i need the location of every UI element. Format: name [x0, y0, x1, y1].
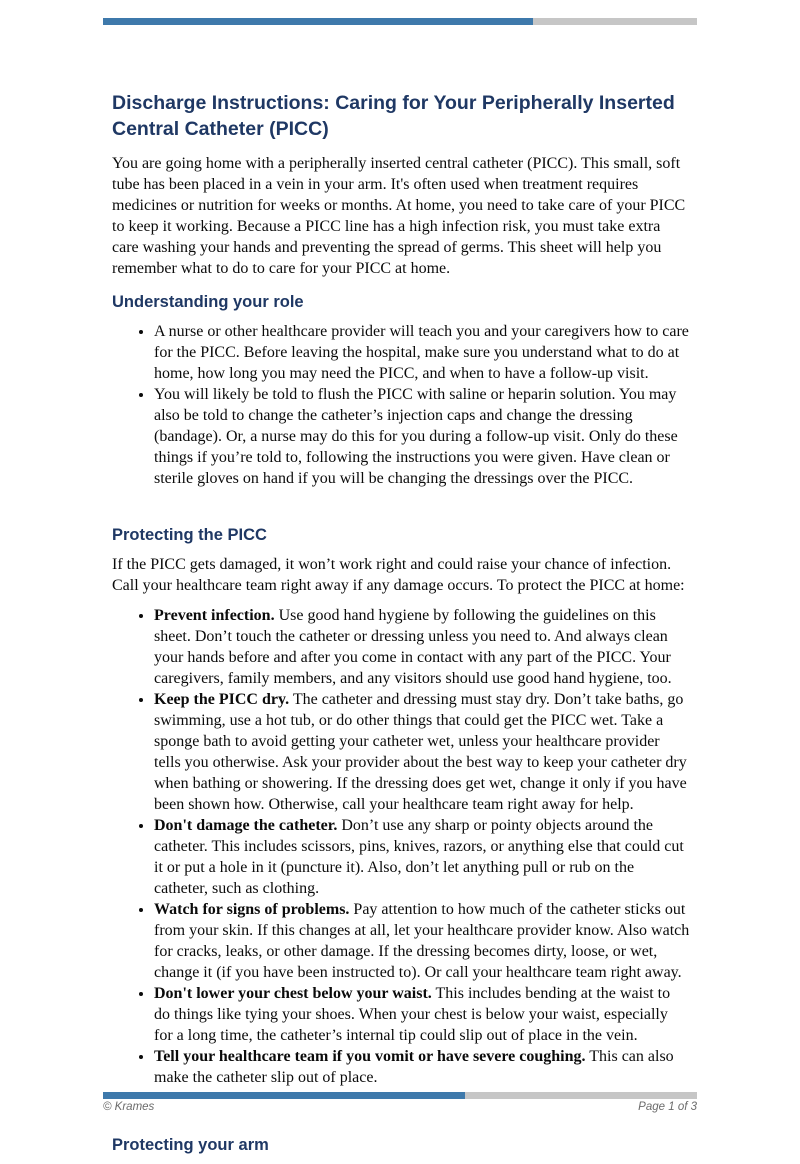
- page-title: Discharge Instructions: Caring for Your Peripherally Inserted Central Catheter (PICC): [112, 92, 675, 140]
- section-heading-understanding-your-role: Understanding your role: [112, 293, 304, 311]
- bullet-text: Pay attention to how much of the catheter sticks out from your skin. If this changes at all, let your healthcare provider know. Also watch for cracks, leaks, or other damage. If the dressing becomes dirty, loose, or wet, change it (if you have been instructed to). Or call your healthcare team right away.: [154, 901, 690, 981]
- footer-rule: [103, 1092, 697, 1099]
- bullet-lead-bold: Don't damage the catheter.: [154, 817, 338, 834]
- section-heading-protecting-your-arm: Protecting your arm: [112, 1136, 269, 1154]
- bullet-text: The catheter and dressing must stay dry. Don’t take baths, go swimming, use a hot tub, or do other things that could get the PICC wet. Take a sponge bath to avoid getting your catheter wet, unless your healthcare provider tells you otherwise. Ask your provider about the best way to keep your catheter dry when bathing or showering. If the dressing does get wet, change it only if you have been shown how. Otherwise, call your healthcare team right away for help.: [154, 691, 687, 813]
- bullet-lead-bold: Watch for signs of problems.: [154, 901, 350, 918]
- footer-rule-gray-segment: [465, 1092, 697, 1099]
- bullet-lead-bold: Tell your healthcare team if you vomit or have severe coughing.: [154, 1048, 586, 1065]
- protecting-picc-bullet-list: [112, 605, 690, 1088]
- list-item: [154, 899, 690, 983]
- bullet-text: Don’t use any sharp or pointy objects around the catheter. This includes scissors, pins, knives, razors, or anything else that could cut it or put a hole in it (puncture it). Also, don’t let anything pull or rub on the catheter, such as clothing.: [154, 817, 684, 897]
- footer-copyright: © Krames: [103, 1101, 155, 1113]
- list-item: • You will likely be told to flush the PICC with saline or heparin solution. You may also be told to change the catheter’s injection caps and change the dressing (bandage). Or, a nurse may do this for you during a follow-up visit. Only do these things if you’re told to, following the instructions you were given. Have clean or sterile gloves on hand if you will be changing the dressings over the PICC.: [154, 384, 690, 489]
- document-body: [112, 90, 690, 1164]
- list-item: [154, 815, 690, 899]
- section-heading-protecting-the-picc: Protecting the PICC: [112, 526, 267, 544]
- header-rule: [103, 18, 697, 25]
- bullet-text: This includes bending at the waist to do things like tying your shoes. When your chest is below your waist, especially for a long time, the catheter’s internal tip could slip out of place in the vein.: [154, 985, 671, 1044]
- list-item: [154, 605, 690, 689]
- protecting-picc-intro: If the PICC gets damaged, it won’t work right and could raise your chance of infection. Call your healthcare team right away if any damage occurs. To protect the PICC at home:: [112, 556, 685, 594]
- list-item: [154, 1046, 690, 1088]
- understanding-bullet-list: [112, 321, 690, 489]
- footer-rule-blue-segment: [103, 1092, 465, 1099]
- bullet-lead-bold: Prevent infection.: [154, 607, 275, 624]
- list-item: • A nurse or other healthcare provider will teach you and your caregivers how to care for the PICC. Before leaving the hospital, make sure you understand what to do at home, how long you may need the PICC, and when to have a follow-up visit.: [154, 321, 690, 384]
- bullet-text: This can also make the catheter slip out of place.: [154, 1048, 674, 1086]
- header-rule-blue-segment: [103, 18, 533, 25]
- intro-paragraph: You are going home with a peripherally inserted central catheter (PICC). This small, soft tube has been placed in a vein in your arm. It's often used when treatment requires medicines or nutrition for weeks or months. At home, you need to take care of your PICC to keep it working. Because a PICC line has a high infection risk, you must take extra care washing your hands and preventing the spread of germs. This sheet will help you remember what to do to care for your PICC at home.: [112, 155, 686, 277]
- bullet-lead-bold: Don't lower your chest below your waist.: [154, 985, 432, 1002]
- bullet-text: Use good hand hygiene by following the guidelines on this sheet. Don’t touch the catheter or dressing unless you need to. And always clean your hands before and after you come in contact with any part of the PICC. Your caregivers, family members, and any visitors should use good hand hygiene, too.: [154, 607, 672, 687]
- header-rule-gray-segment: [533, 18, 697, 25]
- bullet-lead-bold: Keep the PICC dry.: [154, 691, 290, 708]
- footer: [103, 1101, 697, 1113]
- list-item: [154, 689, 690, 815]
- list-item: [154, 983, 690, 1046]
- footer-page-number: Page 1 of 3: [638, 1101, 697, 1113]
